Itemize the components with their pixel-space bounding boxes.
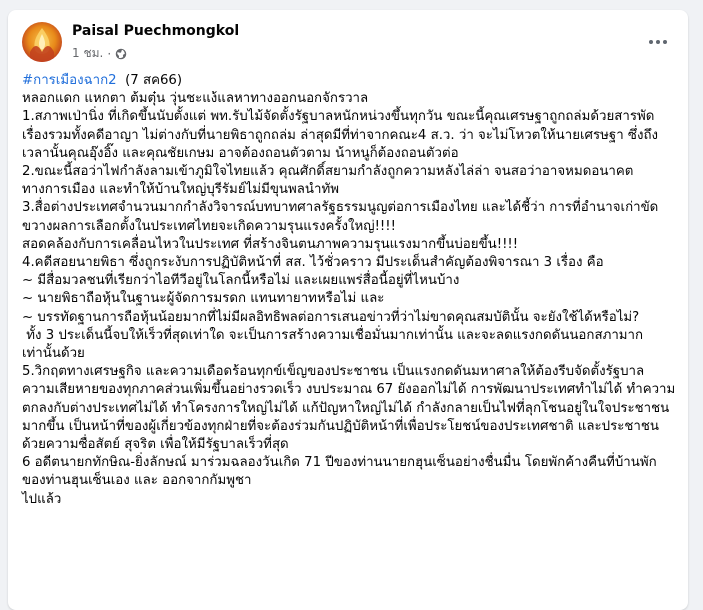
more-options-icon (649, 40, 653, 44)
post-line: 2.ขณะนี้สอว่าไฟกำลังลามเข้าภูมิใจไทยแล้ว คุณศักดิ์สยามกำลังถูกความหลังไล่ล่า จนสอว่าอาจหมดอนาคตทางการเมือง และทำให้บ้านใหญ่บุรีรัมย์ไม่มีขุนพลนำทัพ (22, 164, 634, 198)
globe-icon (115, 48, 127, 60)
post-line: 4.คดีสอยนายพิธา ซึ่งถูกระงับการปฏิบัติหน้าที่ สส. ไว้ชั่วคราว มีประเด็นสำคัญต้องพิจารณา 3 เรื่อง คือ (22, 255, 604, 271)
post-header (22, 20, 674, 64)
post-time[interactable]: 1 ชม. (72, 46, 104, 60)
post-line: 3.สื่อต่างประเทศจำนวนมากกำลังวิจารณ์บทบาทศาลรัฐธรรมนูญต่อการเมืองไทย และได้ชี้ว่า การที่อำนาจเก่าขัดขวางผลการเลือกตั้งในประเทศไทยจะเกิดความรุนแรงครั้งใหญ่!!!! (22, 200, 659, 234)
post-line: ทั้ง 3 ประเด็นนี้จบให้เร็วที่สุดเท่าใด จะเป็นการสร้างความเชื่อมั่นมากเท่านั้น และจะลดแรงกดดันนอกสภามากเท่านั้นด้วย (22, 327, 644, 362)
post-line: สอดคล้องกับการเคลื่อนไหวในประเทศ ที่สร้างจินตนภาพความรุนแรงมากขึ้นบ่อยขึ้น!!!! (22, 236, 519, 252)
post-meta (72, 44, 127, 63)
facebook-post (8, 10, 688, 610)
author-name[interactable]: Paisal Puechmongkol (72, 23, 240, 39)
post-line: หลอกแดก แหกตา ต้มตุ๋น วุ่นชะแง้แลหาทางออกนอกจักรวาล (22, 91, 369, 107)
post-line: ไปแล้ว (22, 491, 62, 507)
post-line: 5.วิกฤตทางเศรษฐกิจ และความเดือดร้อนทุกข์เข็ญของประชาชน เป็นแรงกดดันมหาศาลให้ต้องรีบจัดตั้งรัฐบาล (22, 364, 645, 380)
more-options-button[interactable] (642, 26, 674, 58)
post-line: ความเสียหายของทุกภาคส่วนเพิ่มขึ้นอย่างรวดเร็ว งบประมาณ 67 ยังออกไม่ได้ การพัฒนาประเทศทำไม่ได้ ทำความตกลงกับต่างประเทศไม่ได้ ทำโครงการใหญ่ไม่ได้ แก้ปัญหาใหญ่ไม่ได้ กำลังกลายเป็นไฟที่ลุกโชนอยู่ในใจประชาชนมากขึ้น เป็นหน้าที่ของผู้เกี่ยวข้องทุกฝ่ายที่จะต้องร่วมกันปฏิบัติหน้าที่เพื่อประโยชน์ของประเทศชาติ และประชาชนด้วยความซื่อสัตย์ สุจริต เพื่อให้มีรัฐบาลเร็วที่สุด (22, 382, 676, 453)
avatar-image (22, 22, 62, 62)
post-first-line (22, 72, 676, 90)
post-line: ~ นายพิธาถือหุ้นในฐานะผู้จัดการมรดก แทนทายาทหรือไม่ และ (22, 291, 385, 307)
date-note: (7 สค66) (116, 73, 183, 88)
hashtag-link[interactable]: #การเมืองฉาก2 (22, 73, 117, 88)
post-line: ~ มีสื่อมวลชนที่เรียกว่าไอทีวีอยู่ในโลกนี้หรือไม่ และเผยแพร่สื่อนี้อยู่ที่ไหนบ้าง (22, 273, 460, 289)
avatar[interactable] (22, 22, 62, 62)
post-line: ~ บรรทัดฐานการถือหุ้นน้อยมากที่ไม่มีผลอิทธิพลต่อการเสนอข่าวที่ว่าไม่ขาดคุณสมบัตินั้น จะยังใช้ได้หรือไม่? (22, 309, 640, 325)
meta-separator: · (107, 46, 112, 61)
post-body (22, 72, 676, 509)
post-line: 1.สภาพเป่านิ่ง ที่เกิดขึ้นนับตั้งแต่ พท.รับไม้จัดตั้งรัฐบาลหนักหน่วงขึ้นทุกวัน ขณะนี้คุณเศรษฐาถูกถล่มด้วยสารพัดเรื่องรวมทั้งคดีอาญา ไม่ต่างกับที่นายพิธาถูกถล่ม ล่าสุดมีที่ท่าจากคณะ4 ส.ว. ว่า จะไม่โหวตให้นายเศรษฐา ซึ่งถึงเวลานั้นคุณอุ๊งอิ๊ง และคุณชัยเกษม อาจต้องถอนตัวตาม น้าหนูก็ต้องถอนตัวต่อ (22, 109, 658, 161)
post-line: 6 อดีตนายกทักษิณ-ยิ่งลักษณ์ มาร่วมฉลองวันเกิด 71 ปีของท่านนายกฮุนเซ็นอย่างชื่นมื่น โดยพักค้างคืนที่บ้านพักของท่านฮุนเซ็นเอง และ ออกจากกัมพูชา (22, 455, 657, 489)
